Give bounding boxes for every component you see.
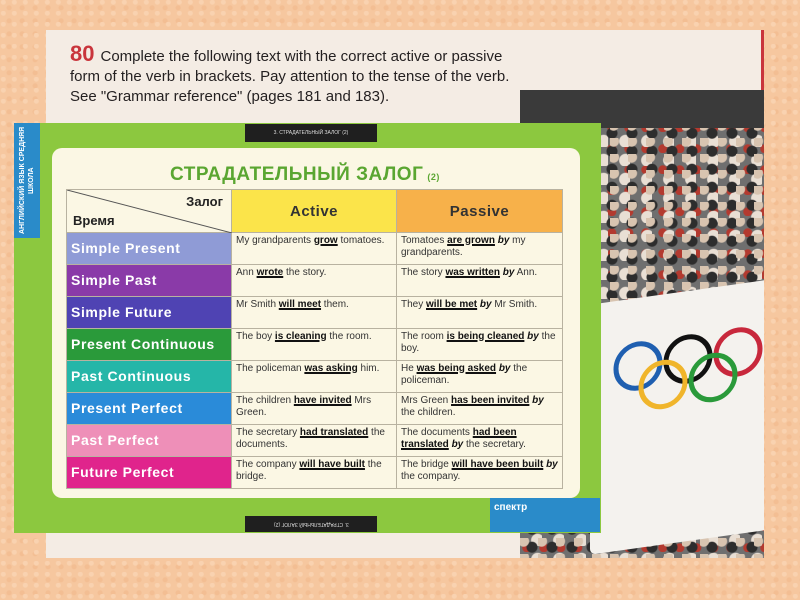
table-row [67,361,563,393]
passive-example [397,457,563,489]
example-text: the policeman. [401,363,528,386]
by-word: by [479,299,492,310]
example-text: Mrs Green [401,395,452,406]
table-row [67,297,563,329]
active-example [232,297,397,329]
publisher-logo: спектр [490,498,600,532]
example-text: Mr Smith. [491,299,538,310]
poster-title-text: СТРАДАТЕЛЬНЫЙ ЗАЛОГ [170,164,424,185]
example-text: the children. [401,407,456,418]
exercise-instructions [70,41,510,107]
example-text: the company. [401,471,461,482]
example-text: The room [401,331,447,342]
active-example [232,457,397,489]
tense-cell: Past Continuous [67,361,232,393]
olympic-flag [590,275,764,555]
passive-example [397,265,563,297]
olympic-rings-icon [610,319,764,421]
active-example [232,265,397,297]
table-row [67,425,563,457]
example-text: tomatoes. [337,235,385,246]
example-text: The company [236,459,300,470]
active-example [232,329,397,361]
example-text: The policeman [236,363,305,374]
example-text: him. [357,363,380,374]
example-text: my grandparents. [401,235,526,258]
table-body [67,233,563,489]
passive-example [397,425,563,457]
tense-cell: Present Continuous [67,329,232,361]
passive-example [397,361,563,393]
verb-form: is being cleaned [446,331,525,342]
voice-table [66,189,563,489]
verb-form: grow [313,235,338,246]
by-word: by [451,439,464,450]
verb-form: will have built [299,459,365,470]
example-text: the story. [283,267,327,278]
example-text: He [401,363,417,374]
example-text: They [401,299,427,310]
passive-example [397,329,563,361]
poster-title-suffix: (2) [427,172,440,182]
by-word: by [532,395,544,406]
example-text: The documents [401,427,473,438]
poster-side-tab: АНГЛИЙСКИЙ ЯЗЫК СРЕДНЯЯ ШКОЛА [14,123,40,238]
tense-cell: Future Perfect [67,457,232,489]
active-example [232,425,397,457]
by-word: by [498,363,511,374]
poster-title [170,164,440,186]
example-text: Ann. [514,267,538,278]
passive-example [397,233,563,265]
example-text: Mr Smith [236,299,279,310]
example-text: Ann [236,267,257,278]
passive-example [397,297,563,329]
example-text: The secretary [236,427,300,438]
table-row [67,265,563,297]
header-passive: Passive [397,190,563,233]
header-zalog: Залог [186,194,223,209]
example-text: Tomatoes [401,235,448,246]
example-text: Mrs Green. [236,395,372,418]
example-text: The children [236,395,294,406]
tense-cell: Simple Past [67,265,232,297]
example-text: The boy [236,331,275,342]
tense-cell: Simple Present [67,233,232,265]
verb-form: was asking [304,363,358,374]
exercise-number: 80 [70,41,95,66]
by-word: by [497,235,510,246]
header-active: Active [232,190,397,233]
example-text: the room. [326,331,372,342]
verb-form: have invited [293,395,352,406]
table-row [67,457,563,489]
example-text: The bridge [401,459,452,470]
tense-cell: Present Perfect [67,393,232,425]
header-vremya: Время [73,213,115,228]
poster-bottom-bar-text: 3. СТРАДАТЕЛЬНЫЙ ЗАЛОГ (2) [273,521,349,527]
verb-form: is cleaning [274,331,327,342]
example-text: the secretary. [463,439,526,450]
exercise-text: Complete the following text with the correct active or passive form of the verb in brackets. Pay attention to the tense of the verb. See "Grammar reference" (pages 181 and 183). [70,48,510,105]
verb-form: had been translated [401,427,517,450]
active-example [232,233,397,265]
example-text: The story [401,267,446,278]
example-text: My grandparents [236,235,314,246]
by-word: by [502,267,515,278]
verb-form: wrote [256,267,284,278]
verb-form: are grown [447,235,495,246]
poster-bottom-bar [245,516,377,532]
verb-form: was being asked [416,363,497,374]
table-row [67,393,563,425]
by-word: by [546,459,558,470]
verb-form: was written [445,267,500,278]
table-header-corner [67,190,232,233]
by-word: by [527,331,539,342]
active-example [232,361,397,393]
poster-top-bar: 3. СТРАДАТЕЛЬНЫЙ ЗАЛОГ (2) [245,124,377,142]
tense-cell: Past Perfect [67,425,232,457]
verb-form: will meet [278,299,322,310]
passive-example [397,393,563,425]
verb-form: will be met [426,299,478,310]
active-example [232,393,397,425]
example-text: the bridge. [236,459,382,482]
example-text: the boy. [401,331,556,354]
verb-form: has been invited [451,395,530,406]
table-row [67,233,563,265]
verb-form: will have been built [451,459,544,470]
example-text: them. [321,299,349,310]
example-text: the documents. [236,427,385,450]
verb-form: had translated [299,427,369,438]
tense-cell: Simple Future [67,297,232,329]
table-row [67,329,563,361]
